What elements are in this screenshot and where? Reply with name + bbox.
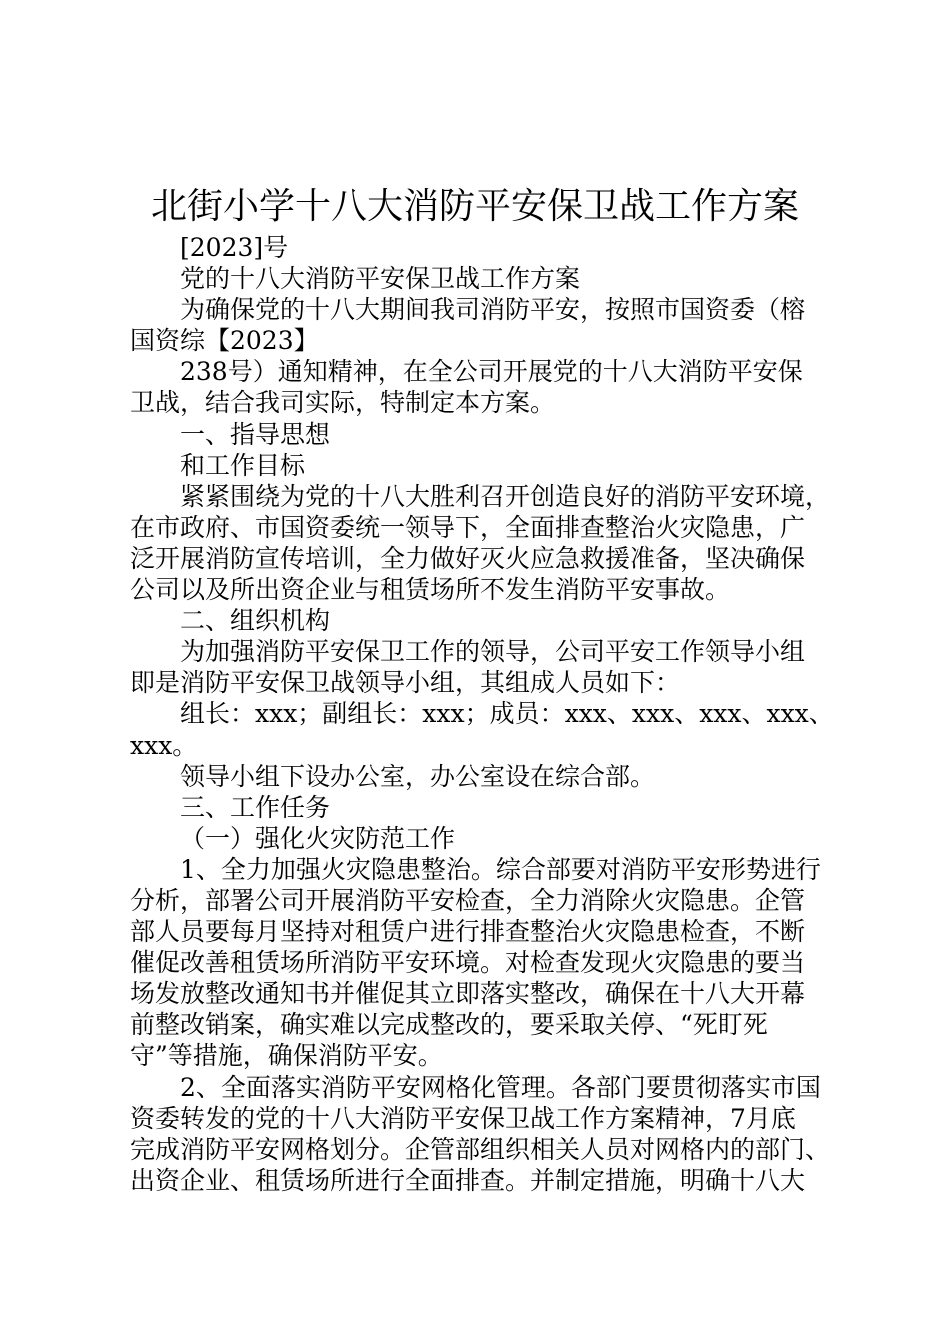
document-line: 在市政府、市国资委统一领导下，全面排查整治火灾隐患，广 bbox=[130, 512, 806, 542]
document-line: 守”等措施，确保消防平安。 bbox=[130, 1041, 443, 1071]
document-line: 一、指导思想 bbox=[180, 419, 331, 449]
document-line: （一）强化火灾防范工作 bbox=[180, 823, 456, 853]
document-line: 三、工作任务 bbox=[180, 792, 331, 822]
document-title: 北街小学十八大消防平安保卫战工作方案 bbox=[150, 186, 799, 227]
document-line: 党的十八大消防平安保卫战工作方案 bbox=[180, 264, 581, 294]
document-line: 国资综【2023】 bbox=[130, 326, 319, 356]
document-line: 二、组织机构 bbox=[180, 606, 331, 636]
document-line: 紧紧围绕为党的十八大胜利召开创造良好的消防平安环境， bbox=[180, 481, 831, 511]
document-line: 泛开展消防宣传培训，全力做好灭火应急救援准备，坚决确保 bbox=[130, 543, 806, 573]
document-line: 分析，部署公司开展消防平安检查，全力消除火灾隐患。企管 bbox=[130, 885, 806, 915]
document-line: 为确保党的十八大期间我司消防平安，按照市国资委（榕 bbox=[180, 295, 806, 325]
document-line: xxx。 bbox=[130, 730, 198, 760]
document-line: 238号）通知精神，在全公司开展党的十八大消防平安保 bbox=[180, 357, 803, 387]
document-line: 前整改销案，确实难以完成整改的，要采取关停、“死盯死 bbox=[130, 1010, 768, 1040]
document-line: [2023]号 bbox=[180, 233, 289, 262]
document-line: 为加强消防平安保卫工作的领导，公司平安工作领导小组 bbox=[180, 637, 806, 667]
document-line: 领导小组下设办公室，办公室设在综合部。 bbox=[180, 761, 656, 791]
document-line: 部人员要每月坚持对租赁户进行排查整治火灾隐患检查，不断 bbox=[130, 917, 806, 947]
document-line: 公司以及所出资企业与租赁场所不发生消防平安事故。 bbox=[130, 575, 731, 605]
document-line: 和工作目标 bbox=[180, 450, 306, 480]
document-body bbox=[130, 232, 834, 1196]
document-line: 完成消防平安网格划分。企管部组织相关人员对网格内的部门、 bbox=[130, 1134, 831, 1164]
document-line: 1、全力加强火灾隐患整治。综合部要对消防平安形势进行 bbox=[180, 854, 821, 884]
document-line: 场发放整改通知书并催促其立即落实整改，确保在十八大开幕 bbox=[130, 979, 806, 1009]
document-line: 资委转发的党的十八大消防平安保卫战工作方案精神，7月底 bbox=[130, 1103, 796, 1133]
document-line: 出资企业、租赁场所进行全面排查。并制定措施，明确十八大 bbox=[130, 1165, 806, 1195]
document-line: 卫战，结合我司实际，特制定本方案。 bbox=[130, 388, 556, 418]
document-line: 2、全面落实消防平安网格化管理。各部门要贯彻落实市国 bbox=[180, 1072, 821, 1102]
document-line: 即是消防平安保卫战领导小组，其组成人员如下： bbox=[130, 668, 681, 698]
document-line: 组长：xxx；副组长：xxx；成员：xxx、xxx、xxx、xxx、 bbox=[180, 699, 834, 729]
document-line: 催促改善租赁场所消防平安环境。对检查发现火灾隐患的要当 bbox=[130, 948, 806, 978]
